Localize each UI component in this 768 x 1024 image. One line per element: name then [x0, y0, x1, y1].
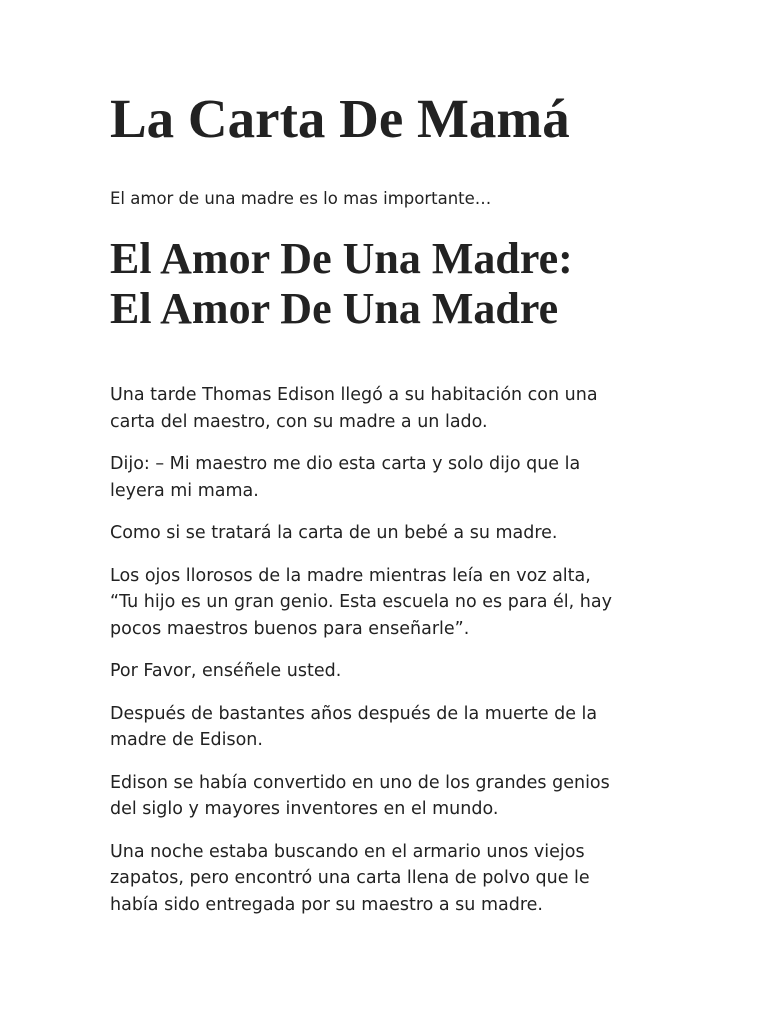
- paragraph-line: carta del maestro, con su madre a un lado.: [110, 411, 488, 432]
- paragraph: [110, 658, 670, 685]
- paragraph-line: Como si se tratará la carta de un bebé a su madre.: [110, 523, 558, 543]
- paragraph-line: Dijo: – Mi maestro me dio esta carta y solo dijo que la: [110, 454, 581, 474]
- paragraph-line: del siglo y mayores inventores en el mundo.: [110, 799, 499, 819]
- paragraph-line: zapatos, pero encontró una carta llena de polvo que le: [110, 868, 590, 888]
- paragraph-line: Una noche estaba buscando en el armario unos viejos: [110, 841, 585, 862]
- paragraph-line: Por Favor, enséñele usted.: [110, 661, 342, 681]
- paragraph: [110, 520, 670, 547]
- paragraph-line: pocos maestros buenos para enseñarle”.: [110, 618, 470, 639]
- paragraph: [110, 382, 670, 435]
- heading-line: El Amor De Una Madre:: [110, 234, 573, 283]
- section-heading: [110, 234, 573, 334]
- document-subtitle: El amor de una madre es lo mas importante…: [110, 189, 492, 208]
- paragraph-line: “Tu hijo es un gran genio. Esta escuela no es para él, hay: [110, 592, 612, 612]
- paragraph-line: Los ojos llorosos de la madre mientras leía en voz alta,: [110, 565, 591, 586]
- document-title: La Carta De Mamá: [110, 88, 570, 149]
- paragraph: [110, 839, 670, 919]
- paragraph-line: Edison se había convertido en uno de los grandes genios: [110, 772, 610, 793]
- paragraph-line: Después de bastantes años después de la muerte de la: [110, 703, 598, 724]
- paragraph: [110, 451, 670, 504]
- paragraph-line: había sido entregada por su maestro a su madre.: [110, 894, 543, 915]
- paragraph-line: Una tarde Thomas Edison llegó a su habitación con una: [110, 385, 598, 405]
- paragraph: [110, 563, 670, 643]
- paragraph: [110, 701, 670, 754]
- paragraph-line: leyera mi mama.: [110, 480, 259, 501]
- paragraph: [110, 770, 670, 823]
- paragraph-line: madre de Edison.: [110, 730, 263, 750]
- document-body: [110, 382, 670, 934]
- heading-line: El Amor De Una Madre: [110, 284, 559, 333]
